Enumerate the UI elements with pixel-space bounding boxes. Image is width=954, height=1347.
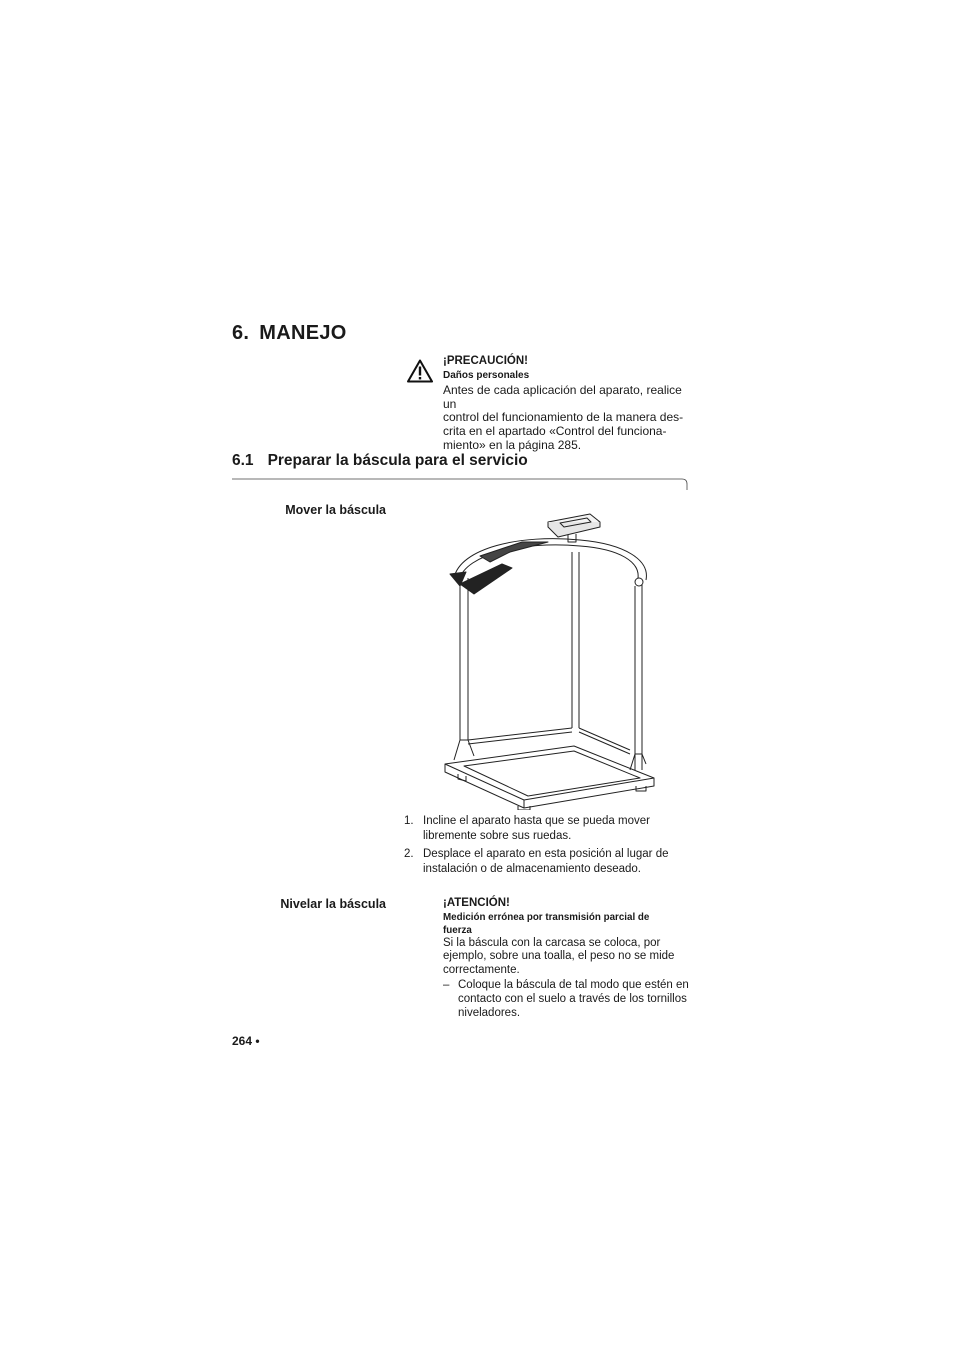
caution-line: miento» en la página 285.: [443, 437, 582, 452]
attention-bullet: [443, 979, 693, 1020]
chapter-title: MANEJO: [259, 322, 347, 344]
bullet-line: niveladores.: [458, 1006, 521, 1019]
dash-marker: –: [443, 979, 450, 992]
list-item: [404, 847, 694, 876]
attention-line: ejemplo, sobre una toalla, el peso no se mide: [443, 950, 675, 963]
move-heading: Mover la báscula: [285, 503, 386, 517]
caution-line: control del funcionamiento de la manera des-: [443, 410, 684, 425]
scale-tilt-illustration: [440, 508, 658, 810]
step-line: instalación o de almacenamiento deseado.: [423, 862, 642, 875]
attention-line: correctamente.: [443, 963, 520, 976]
step-line: Incline el aparato hasta que se pueda mover: [423, 815, 650, 827]
attention-subtitle-line: Medición errónea por transmisión parcial de: [443, 911, 650, 923]
caution-line: crita en el apartado «Control del funciona-: [443, 423, 667, 438]
attention-subtitle-line: fuerza: [443, 924, 472, 936]
section-rule: [232, 478, 688, 492]
section-heading: [232, 452, 528, 470]
section-number: 6.1: [232, 452, 254, 469]
bullet-line: contacto con el suelo a través de los tornillos: [458, 992, 687, 1005]
attention-notice: [443, 897, 693, 1020]
caution-subtitle: Daños personales: [443, 369, 530, 381]
step-number: 1.: [404, 815, 414, 827]
move-steps-list: [404, 814, 694, 880]
caution-line: Antes de cada aplicación del aparato, realice un: [443, 383, 682, 411]
attention-line: Si la báscula con la carcasa se coloca, por: [443, 936, 661, 949]
level-heading: Nivelar la báscula: [280, 897, 386, 911]
step-number: 2.: [404, 848, 414, 860]
bullet-line: Coloque la báscula de tal modo que estén en: [458, 979, 689, 992]
warning-triangle-icon: [407, 359, 433, 383]
section-title: Preparar la báscula para el servicio: [267, 452, 528, 469]
attention-title: ¡ATENCIÓN!: [443, 897, 510, 909]
caution-notice: [443, 355, 693, 452]
page-number: 264 •: [232, 1034, 260, 1048]
chapter-heading: [232, 322, 347, 345]
chapter-number: 6.: [232, 322, 250, 344]
step-line: Desplace el aparato en esta posición al lugar de: [423, 848, 669, 860]
step-line: libremente sobre sus ruedas.: [423, 829, 572, 842]
list-item: [404, 814, 694, 843]
caution-title: ¡PRECAUCIÓN!: [443, 355, 528, 367]
